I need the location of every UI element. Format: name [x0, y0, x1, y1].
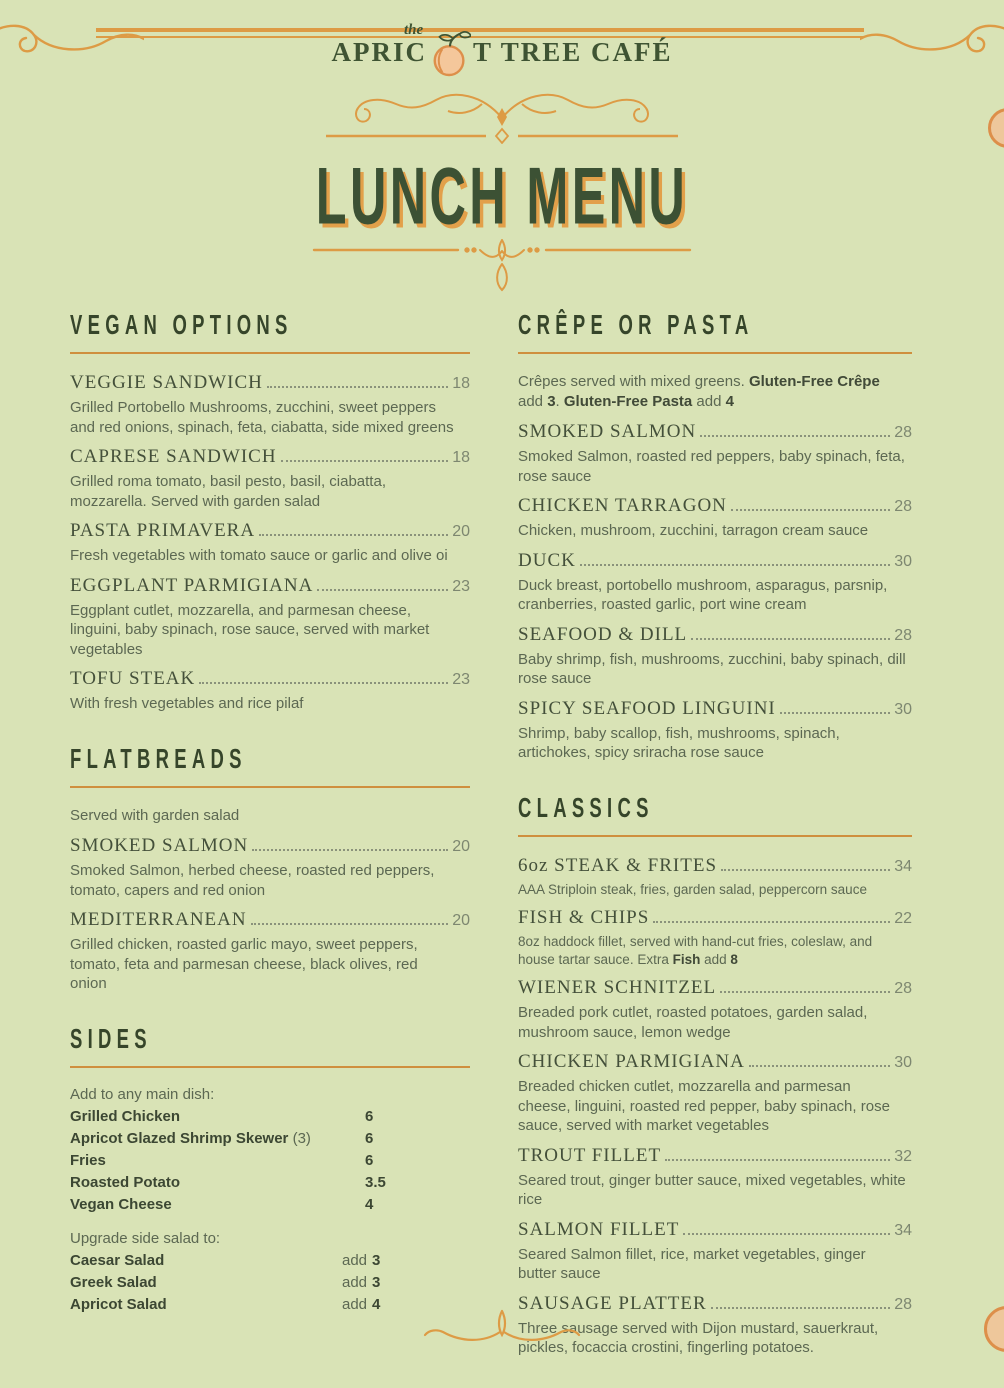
upgrade-label: Apricot Salad: [70, 1295, 167, 1313]
item-name: WIENER SCHNITZEL: [518, 977, 717, 999]
section-crepe-or-pasta: [518, 310, 912, 763]
item-price: 18: [452, 449, 470, 466]
dotted-leader: [252, 849, 448, 851]
item-price: 28: [894, 980, 912, 998]
dotted-leader: [281, 460, 449, 462]
item-description: Grilled Portobello Mushrooms, zucchini, sweet peppers and red onions, spinach, feta, ciabatta, side mixed greens: [70, 399, 454, 436]
dotted-leader: [720, 991, 890, 993]
side-price: 6: [365, 1107, 374, 1125]
dotted-leader: [199, 682, 448, 684]
menu-item: [518, 550, 912, 615]
section-note: Served with garden salad: [70, 806, 240, 824]
menu-item: [70, 835, 470, 900]
menu-item: [518, 1051, 912, 1136]
item-price: 30: [894, 552, 912, 570]
item-description: Smoked Salmon, herbed cheese, roasted red peppers, tomato, capers and red onion: [70, 862, 435, 899]
menu-item: [518, 495, 912, 541]
menu-item: [518, 1219, 912, 1284]
side-label: Roasted Potato: [70, 1173, 181, 1191]
upgrade-row: [70, 1294, 470, 1316]
sides-intro: Add to any main dish:: [70, 1085, 215, 1103]
item-name: DUCK: [518, 549, 576, 571]
item-name: SALMON FILLET: [518, 1218, 680, 1240]
item-name: MEDITERRANEAN: [70, 909, 247, 930]
side-label: Grilled Chicken: [70, 1107, 181, 1125]
brand-name-left: APRIC: [331, 36, 427, 67]
section-heading: CRÊPE OR PASTA: [518, 310, 754, 341]
item-description: Breaded pork cutlet, roasted potatoes, garden salad, mushroom sauce, lemon wedge: [518, 1004, 868, 1041]
menu-item: [70, 909, 470, 994]
item-description: Seared trout, ginger butter sauce, mixed vegetables, white rice: [518, 1171, 906, 1209]
upgrade-intro: Upgrade side salad to:: [70, 1229, 221, 1247]
section-heading: FLATBREADS: [70, 743, 247, 774]
upgrade-add-word: add: [342, 1295, 368, 1313]
page-title: LUNCH MENU: [315, 150, 689, 242]
item-description: Shrimp, baby scallop, fish, mushrooms, spinach, artichokes, spicy sriracha rose sauce: [518, 724, 840, 761]
dotted-leader: [267, 386, 448, 388]
item-price: 18: [452, 375, 470, 392]
brand-logo: [0, 22, 1004, 78]
swirl-flourish-icon: [318, 82, 686, 144]
upgrade-label: Greek Salad: [70, 1273, 157, 1291]
dotted-leader: [251, 923, 449, 925]
dotted-leader: [317, 589, 448, 591]
crepe-intro: Crêpes served with mixed greens. Gluten-Free Crêpe add 3. Gluten-Free Pasta add 4: [518, 373, 880, 410]
item-name: SMOKED SALMON: [70, 835, 249, 856]
item-name: VEGGIE SANDWICH: [70, 372, 263, 393]
dotted-leader: [665, 1159, 890, 1161]
dotted-leader: [711, 1307, 891, 1309]
item-description: Grilled chicken, roasted garlic mayo, sweet peppers, tomato, feta and parmesan cheese, black olives, red onion: [70, 936, 418, 992]
item-description: 8oz haddock fillet, served with hand-cut fries, coleslaw, and house tartar sauce. Extra Fish add 8: [518, 934, 873, 967]
section-heading: CLASSICS: [518, 792, 654, 823]
item-name: SPICY SEAFOOD LINGUINI: [518, 697, 776, 719]
item-price: 23: [452, 577, 470, 595]
item-description: AAA Striploin steak, fries, garden salad, peppercorn sauce: [518, 881, 867, 897]
item-price: 28: [894, 1295, 912, 1313]
item-description: Baby shrimp, fish, mushrooms, zucchini, baby spinach, dill rose sauce: [518, 650, 906, 687]
menu-item: [518, 977, 912, 1042]
side-label: Fries: [70, 1151, 106, 1169]
item-name: SMOKED SALMON: [518, 421, 697, 442]
item-name: CHICKEN TARRAGON: [518, 495, 727, 516]
upgrade-label: Caesar Salad: [70, 1251, 165, 1269]
dotted-leader: [580, 564, 890, 566]
menu-item: [518, 907, 912, 968]
menu-item: [70, 575, 470, 660]
side-row: [70, 1172, 470, 1194]
menu-item: [518, 855, 912, 899]
item-name: CHICKEN PARMIGIANA: [518, 1051, 745, 1073]
dotted-leader: [691, 638, 890, 640]
menu-item: [518, 698, 912, 763]
item-price: 28: [894, 626, 912, 644]
upgrade-value: 3: [372, 1251, 381, 1269]
item-description: Fresh vegetables with tomato sauce or garlic and olive oi: [70, 547, 448, 564]
brand-the: the: [404, 22, 424, 38]
apricot-fruit-icon: [429, 29, 471, 79]
item-price: 20: [452, 912, 470, 929]
upgrade-add-word: add: [342, 1251, 368, 1269]
item-name: SEAFOOD & DILL: [518, 623, 688, 645]
item-name: CAPRESE SANDWICH: [70, 446, 277, 467]
left-column: [70, 310, 470, 1388]
section-heading: VEGAN OPTIONS: [70, 310, 293, 341]
section-flatbreads: [70, 744, 470, 994]
brand-name-right: T TREE CAFÉ: [472, 36, 673, 67]
item-price: 28: [894, 424, 912, 441]
menu-item: [70, 372, 470, 437]
item-name: PASTA PRIMAVERA: [70, 520, 256, 541]
dotted-leader: [731, 509, 890, 511]
side-price: 6: [365, 1151, 374, 1169]
item-description: Three sausage served with Dijon mustard, sauerkraut, pickles, focaccia crostini, fingerling potatoes.: [518, 1319, 879, 1357]
item-name: 6oz STEAK & FRITES: [518, 854, 718, 876]
section-classics: [518, 793, 912, 1358]
item-price: 34: [894, 1221, 912, 1239]
menu-item: [70, 446, 470, 511]
side-row: [70, 1194, 470, 1216]
dotted-leader: [259, 534, 448, 536]
item-description: Seared Salmon fillet, rice, market vegetables, ginger butter sauce: [518, 1245, 866, 1283]
item-price: 34: [894, 857, 912, 875]
side-price: 6: [365, 1129, 374, 1147]
item-description: Chicken, mushroom, zucchini, tarragon cream sauce: [518, 522, 869, 539]
dotted-leader: [780, 712, 890, 714]
section-heading: SIDES: [70, 1023, 152, 1054]
upgrade-value: 3: [372, 1273, 381, 1291]
dotted-leader: [721, 869, 890, 871]
side-price: 3.5: [365, 1173, 386, 1191]
item-description: With fresh vegetables and rice pilaf: [70, 695, 304, 712]
item-name: SAUSAGE PLATTER: [518, 1292, 707, 1314]
section-rule: [518, 352, 912, 354]
item-description: Eggplant cutlet, mozzarella, and parmesan cheese, linguini, baby spinach, rose sauce, served with market vegetables: [70, 601, 430, 658]
upgrade-add-word: add: [342, 1273, 368, 1291]
item-price: 30: [894, 700, 912, 718]
side-label: Apricot Glazed Shrimp Skewer (3): [70, 1129, 311, 1147]
section-sides: [70, 1024, 470, 1316]
upgrade-row: [70, 1272, 470, 1294]
upgrade-value: 4: [372, 1295, 381, 1313]
side-label: Vegan Cheese: [70, 1195, 172, 1213]
item-price: 20: [452, 838, 470, 855]
side-price: 4: [365, 1195, 374, 1213]
menu-item: [518, 1145, 912, 1210]
item-price: 32: [894, 1147, 912, 1165]
menu-item: [518, 624, 912, 689]
item-price: 30: [894, 1054, 912, 1072]
menu-item: [70, 520, 470, 566]
menu-columns: [0, 310, 1004, 1388]
right-column: [518, 310, 912, 1388]
upgrade-row: [70, 1250, 470, 1272]
side-row: [70, 1106, 470, 1128]
item-name: EGGPLANT PARMIGIANA: [70, 574, 314, 596]
section-rule: [70, 1066, 470, 1068]
item-description: Grilled roma tomato, basil pesto, basil, ciabatta, mozzarella. Served with garden salad: [70, 473, 386, 510]
winged-bud-ornament-icon: [417, 1307, 587, 1347]
item-price: 22: [894, 910, 912, 928]
item-price: 20: [452, 523, 470, 540]
item-description: Duck breast, portobello mushroom, asparagus, parsnip, cranberries, roasted garlic, port wine cream: [518, 576, 888, 613]
side-row: [70, 1150, 470, 1172]
menu-item: [518, 421, 912, 486]
dotted-leader: [700, 435, 890, 437]
apricot-edge-ornament: [988, 108, 1004, 148]
item-description: Breaded chicken cutlet, mozzarella and parmesan cheese, linguini, roasted red pepper, baby spinach, rose sauce, served with market vegetables: [518, 1078, 890, 1135]
item-price: 23: [452, 671, 470, 688]
item-name: FISH & CHIPS: [518, 907, 650, 929]
section-rule: [518, 835, 912, 837]
dotted-leader: [749, 1065, 890, 1067]
dotted-leader: [653, 921, 890, 923]
item-name: TROUT FILLET: [518, 1144, 662, 1166]
menu-item: [70, 668, 470, 714]
salad-upgrade-group: [70, 1230, 470, 1316]
section-vegan-options: [70, 310, 470, 714]
item-description: Smoked Salmon, roasted red peppers, baby spinach, feta, rose sauce: [518, 448, 905, 485]
item-price: 28: [894, 498, 912, 515]
item-name: TOFU STEAK: [70, 668, 196, 689]
side-row: [70, 1128, 470, 1150]
section-rule: [70, 786, 470, 788]
dotted-leader: [683, 1233, 890, 1235]
section-rule: [70, 352, 470, 354]
